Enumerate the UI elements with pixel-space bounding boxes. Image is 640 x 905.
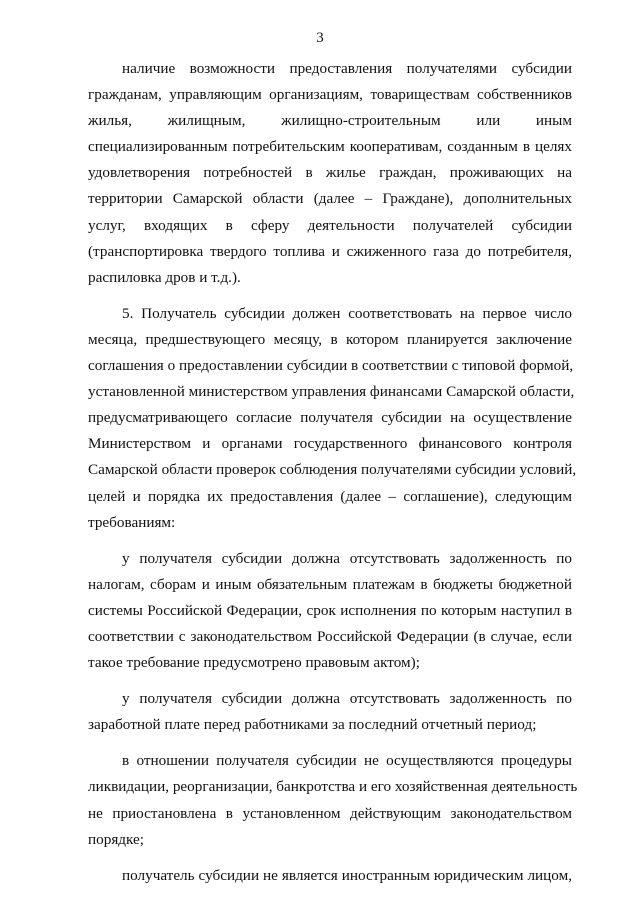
text-line: (транспортировка твердого топлива и сжиженного газа до потребителя, — [88, 242, 572, 260]
text-line: территории Самарской области (далее – Граждане), дополнительных — [88, 190, 572, 208]
text-line: целей и порядка их предоставления (далее – соглашение), следующим — [88, 487, 572, 505]
page-number: 3 — [316, 30, 324, 46]
text-line: соглашения о предоставлении субсидии в соответствии с типовой формой, — [88, 357, 574, 375]
text-line: 5. Получатель субсидии должен соответствовать на первое число — [122, 304, 572, 322]
text-line: распиловка дров и т.д.). — [88, 268, 241, 286]
text-line: услуг, входящих в сферу деятельности получателей субсидии — [88, 216, 572, 234]
text-line: наличие возможности предоставления получателями субсидии — [122, 60, 572, 77]
text-line: получатель субсидии не является иностранным юридическим лицом, — [122, 866, 572, 884]
text-line: предусматривающего согласие получателя субсидии на осуществление — [88, 409, 572, 427]
text-line: порядке; — [88, 830, 144, 848]
text-line: такое требование предусмотрено правовым актом); — [88, 654, 420, 672]
paragraph-liquidation — [88, 748, 578, 852]
text-line: не приостановлена в установленном действующим законодательством — [88, 804, 572, 822]
text-line: системы Российской Федерации, срок исполнения по которым наступил в — [88, 601, 572, 619]
paragraph-wage-debt — [88, 686, 572, 738]
text-line: у получателя субсидии должна отсутствовать задолженность по — [122, 549, 572, 567]
text-line: налогам, сборам и иным обязательным платежам в бюджеты бюджетной — [88, 575, 572, 593]
paragraph-tax-debt — [88, 546, 572, 676]
text-line: в отношении получателя субсидии не осуществляются процедуры — [122, 752, 572, 770]
text-line: у получателя субсидии должна отсутствовать задолженность по — [122, 690, 572, 708]
text-line: месяца, предшествующего месяцу, в котором планируется заключение — [88, 330, 572, 348]
text-line: установленной министерством управления финансами Самарской области, — [88, 383, 575, 401]
text-line: гражданам, управляющим организациям, товариществам собственников — [88, 86, 572, 104]
paragraph-services — [88, 56, 572, 291]
text-line: специализированным потребительским кооперативам, созданным в целях — [88, 138, 572, 156]
text-line: Министерством и органами государственного финансового контроля — [88, 435, 572, 453]
document-body — [88, 56, 578, 889]
text-line: жилья, жилищным, жилищно-строительным или иным — [88, 112, 572, 130]
text-line: удовлетворения потребностей в жилье граждан, проживающих на — [88, 164, 572, 182]
text-line: соответствии с законодательством Российской Федерации (в случае, если — [88, 627, 572, 645]
paragraph-foreign-entity — [88, 863, 572, 889]
paragraph-clause-5 — [88, 301, 577, 536]
text-line: требованиям: — [88, 513, 176, 531]
text-line: Самарской области проверок соблюдения получателями субсидии условий, — [88, 461, 577, 479]
text-line: заработной плате перед работниками за последний отчетный период; — [88, 716, 537, 734]
text-line: ликвидации, реорганизации, банкротства и его хозяйственная деятельность — [88, 778, 578, 796]
